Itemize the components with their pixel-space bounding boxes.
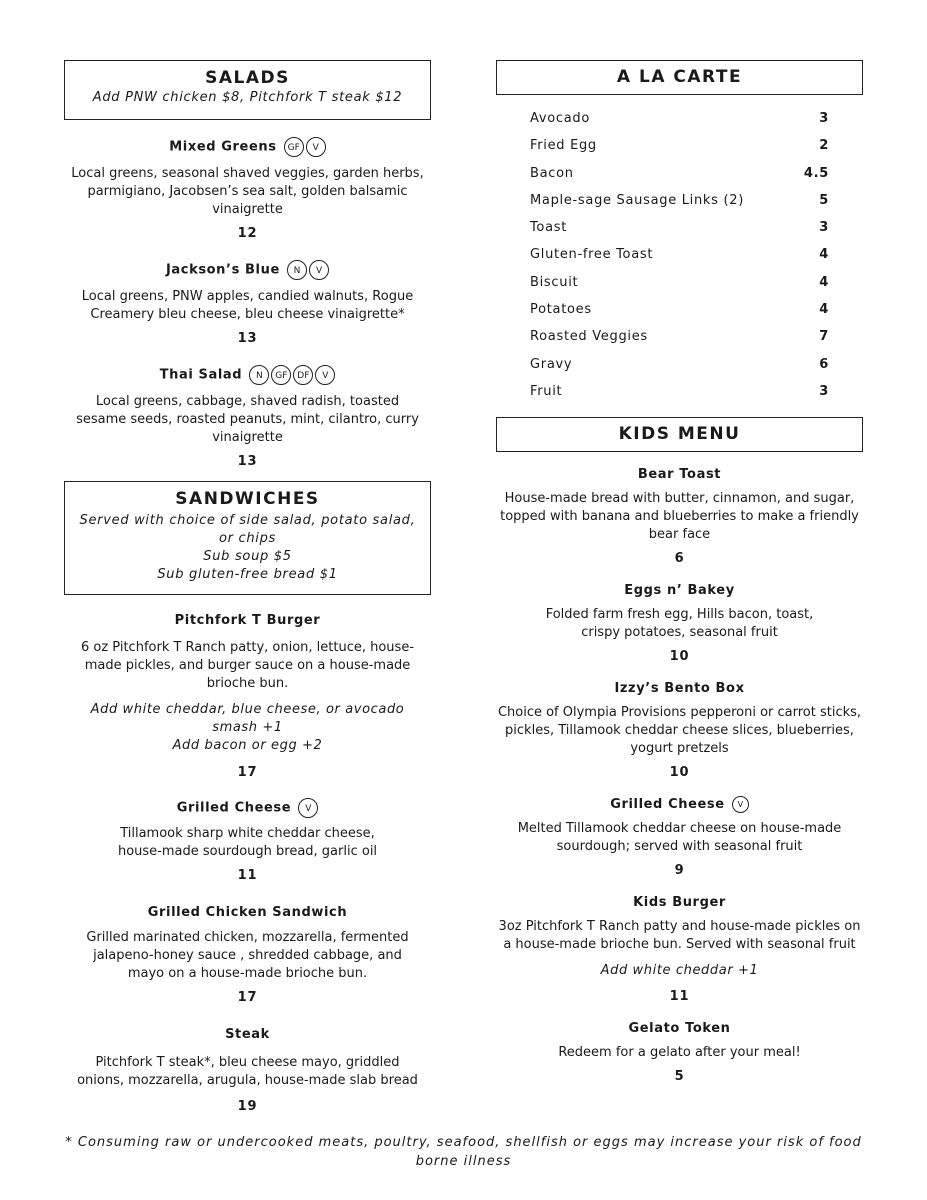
item-name: Gravy	[530, 356, 573, 372]
item-price: 4	[819, 302, 829, 318]
dairy-free-badge: DF	[293, 365, 313, 385]
item-name: Steak	[225, 1027, 270, 1042]
menu-item-mixed-greens	[64, 137, 431, 243]
vegetarian-badge: V	[732, 796, 749, 813]
item-description: Folded farm fresh egg, Hills bacon, toast, crispy potatoes, seasonal fruit	[545, 607, 814, 641]
item-description: 6 oz Pitchfork T Ranch patty, onion, lettuce, house-made pickles, and burger sauce on a house-made brioche bun.	[80, 640, 415, 691]
nuts-badge: N	[249, 365, 269, 385]
item-name: Izzy’s Bento Box	[614, 681, 745, 697]
item-description: Local greens, PNW apples, candied walnuts, Rogue Creamery bleu cheese, bleu cheese vinaigrette*	[81, 289, 414, 322]
item-price: 19	[237, 1099, 258, 1114]
item-name: Fried Egg	[530, 138, 597, 154]
menu-item-thai-salad	[64, 365, 431, 471]
list-item	[530, 296, 829, 323]
item-price: 6	[674, 551, 685, 567]
item-addon: Add bacon or egg +2	[172, 738, 323, 753]
item-price: 2	[819, 138, 829, 154]
sandwiches-note: Served with choice of side salad, potato salad, or chips	[79, 513, 416, 546]
right-column	[496, 60, 863, 1086]
nuts-badge: N	[287, 260, 307, 280]
left-column	[64, 60, 431, 1116]
item-name: Roasted Veggies	[530, 329, 648, 345]
item-name: Pitchfork T Burger	[174, 613, 321, 628]
item-name: Fruit	[530, 383, 563, 399]
menu-item-grilled-chicken-sandwich	[64, 904, 431, 1007]
menu-item-pitchfork-burger	[64, 612, 431, 782]
item-price: 4	[819, 247, 829, 263]
item-price: 10	[669, 649, 690, 665]
list-item	[530, 323, 829, 350]
item-price: 4.5	[803, 165, 829, 181]
item-description: Pitchfork T steak*, bleu cheese mayo, griddled onions, mozzarella, arugula, house-made slab bread	[77, 1055, 418, 1088]
item-name: Grilled Chicken Sandwich	[147, 905, 348, 920]
sandwiches-title: SANDWICHES	[175, 489, 320, 509]
item-price: 11	[237, 868, 258, 883]
item-name: Avocado	[530, 111, 590, 126]
menu-item-eggs-n-bakey	[496, 582, 863, 666]
salads-header	[64, 60, 431, 120]
item-name: Kids Burger	[633, 895, 726, 911]
list-item	[530, 187, 829, 214]
salads-title: SALADS	[205, 68, 290, 88]
item-price: 10	[669, 765, 690, 781]
item-price: 17	[237, 990, 258, 1005]
item-name: Bear Toast	[637, 467, 722, 483]
item-name: Thai Salad	[159, 367, 243, 383]
footnote: * Consuming raw or undercooked meats, poultry, seafood, shellfish or eggs may increase your risk of food borne illness	[65, 1135, 862, 1169]
list-item	[530, 351, 829, 378]
item-price: 7	[819, 329, 829, 345]
item-description: House-made bread with butter, cinnamon, and sugar, topped with banana and blueberries to make a friendly bear face	[500, 491, 859, 543]
a-la-carte-title: A LA CARTE	[616, 67, 743, 87]
menu-item-grilled-cheese	[64, 798, 431, 885]
item-addon: Add white cheddar, blue cheese, or avocado smash +1	[90, 702, 405, 735]
gluten-free-badge: GF	[284, 137, 304, 157]
kids-menu-title: KIDS MENU	[618, 424, 741, 445]
menu-item-steak	[64, 1026, 431, 1116]
item-description: Tillamook sharp white cheddar cheese, house-made sourdough bread, garlic oil	[117, 826, 378, 859]
item-price: 9	[674, 863, 685, 879]
menu-item-jacksons-blue	[64, 260, 431, 348]
item-name: Eggs n’ Bakey	[624, 583, 735, 599]
item-name: Gluten-free Toast	[530, 247, 654, 263]
item-description: Grilled marinated chicken, mozzarella, fermented jalapeno-honey sauce , shredded cabbage, and mayo on a house-made brioche bun.	[86, 930, 409, 981]
list-item	[530, 378, 829, 405]
gluten-free-badge: GF	[271, 365, 291, 385]
menu-item-izzys-bento-box	[496, 680, 863, 782]
a-la-carte-list	[496, 105, 863, 405]
list-item	[530, 105, 829, 132]
item-name: Gelato Token	[628, 1021, 731, 1037]
item-name: Mixed Greens	[169, 139, 277, 155]
a-la-carte-header	[496, 60, 863, 95]
item-name: Grilled Cheese	[176, 800, 292, 816]
menu-item-kids-grilled-cheese	[496, 796, 863, 880]
item-name: Potatoes	[530, 302, 592, 318]
item-description: Local greens, seasonal shaved veggies, garden herbs, parmigiano, Jacobsen’s sea salt, golden balsamic vinaigrette	[71, 166, 424, 217]
vegetarian-badge: V	[306, 137, 326, 157]
item-price: 13	[237, 331, 258, 346]
menu-item-gelato-token	[496, 1020, 863, 1086]
vegetarian-badge: V	[309, 260, 329, 280]
item-price: 5	[819, 192, 829, 208]
item-price: 3	[819, 383, 829, 399]
list-item	[530, 132, 829, 159]
item-description: Redeem for a gelato after your meal!	[558, 1045, 801, 1061]
kids-menu-header	[496, 417, 863, 452]
salads-note: Add PNW chicken $8, Pitchfork T steak $12	[92, 90, 403, 105]
list-item	[530, 214, 829, 241]
item-addon: Add white cheddar +1	[600, 963, 759, 979]
item-name: Grilled Cheese	[610, 797, 725, 813]
item-name: Bacon	[530, 165, 574, 181]
item-price: 11	[669, 989, 690, 1005]
item-description: 3oz Pitchfork T Ranch patty and house-made pickles on a house-made brioche bun. Served with seasonal fruit	[498, 919, 861, 953]
menu-item-bear-toast	[496, 466, 863, 568]
item-price: 5	[674, 1069, 685, 1085]
item-price: 6	[819, 356, 829, 372]
item-price: 13	[237, 454, 258, 469]
sandwiches-note: Sub gluten-free bread $1	[157, 567, 338, 582]
item-description: Choice of Olympia Provisions pepperoni or carrot sticks, pickles, Tillamook cheddar cheese slices, blueberries, yogurt pretzels	[497, 705, 862, 757]
vegetarian-badge: V	[315, 365, 335, 385]
item-price: 4	[819, 274, 829, 290]
item-price: 3	[819, 220, 829, 236]
list-item	[530, 269, 829, 296]
item-name: Maple-sage Sausage Links (2)	[530, 192, 744, 208]
item-price: 12	[237, 226, 258, 241]
item-description: Local greens, cabbage, shaved radish, toasted sesame seeds, roasted peanuts, mint, cilantro, curry vinaigrette	[76, 394, 419, 445]
list-item	[530, 241, 829, 268]
menu-item-kids-burger	[496, 894, 863, 1006]
item-price: 17	[237, 765, 258, 780]
sandwiches-header	[64, 481, 431, 595]
sandwiches-note: Sub soup $5	[203, 549, 292, 564]
item-name: Toast	[530, 220, 568, 236]
list-item	[530, 160, 829, 187]
item-price: 3	[819, 111, 829, 126]
vegetarian-badge: V	[298, 798, 318, 818]
item-description: Melted Tillamook cheddar cheese on house-made sourdough; served with seasonal fruit	[517, 821, 842, 855]
item-name: Jackson’s Blue	[165, 262, 280, 278]
item-name: Biscuit	[530, 274, 579, 290]
